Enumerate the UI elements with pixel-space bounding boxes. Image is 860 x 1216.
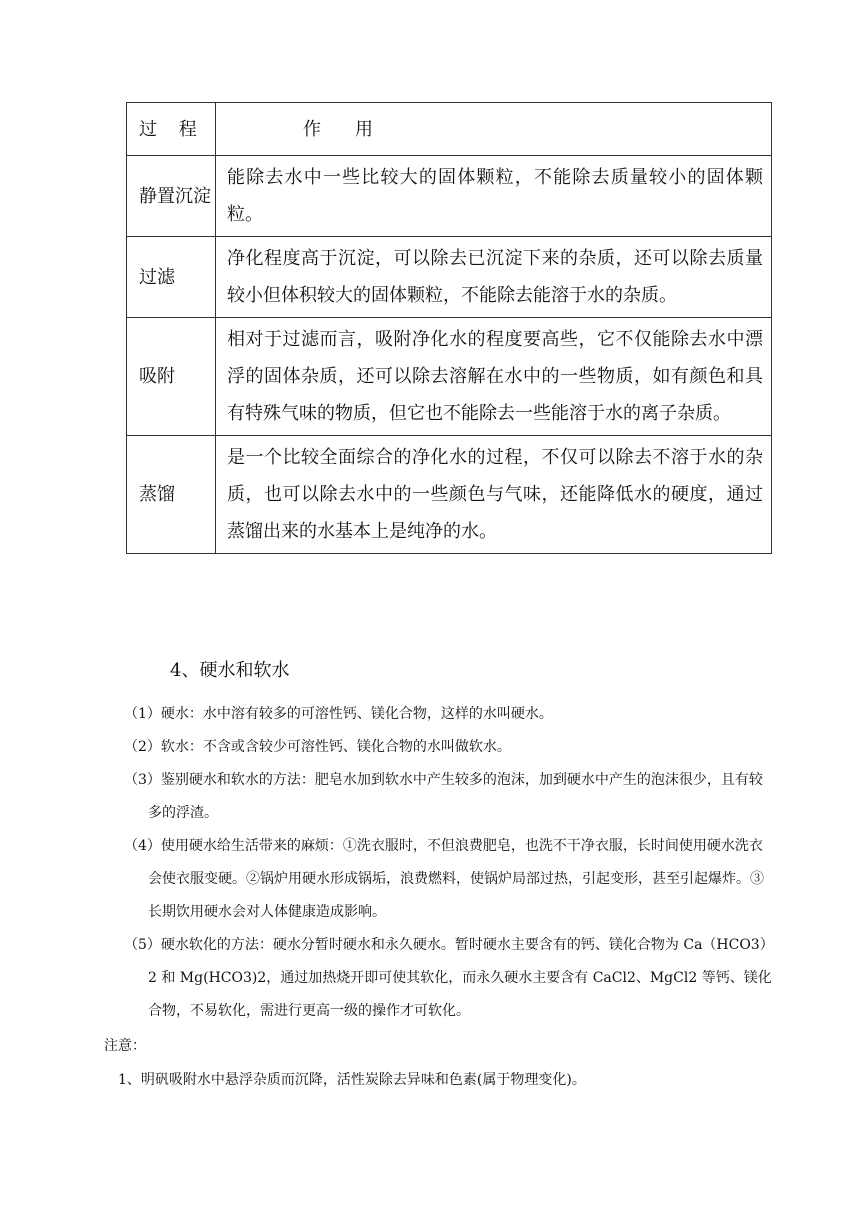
row-function: 是一个比较全面综合的净化水的过程，不仅可以除去不溶于水的杂质，也可以除去水中的一些颜色与气味，还能降低水的硬度，通过蒸馏出来的水基本上是纯净的水。: [216, 436, 772, 554]
row-process: 过滤: [127, 237, 216, 318]
table-row: [127, 318, 772, 436]
table-header-row: [127, 103, 772, 156]
row-process: 蒸馏: [127, 436, 216, 554]
note-label: 注意：: [104, 1038, 146, 1054]
list-item: （3）鉴别硬水和软水的方法：肥皂水加到软水中产生较多的泡沫，加到硬水中产生的泡沫很少，且有较多的浮渣。: [124, 772, 763, 821]
table-row: [127, 156, 772, 237]
table-row: [127, 237, 772, 318]
header-function: [216, 103, 772, 156]
table-row: [127, 436, 772, 554]
header-function-a: 作: [303, 118, 321, 140]
row-function: 净化程度高于沉淀，可以除去已沉淀下来的杂质，还可以除去质量较小但体积较大的固体颗粒，不能除去能溶于水的杂质。: [216, 237, 772, 318]
row-function: 相对于过滤而言，吸附净化水的程度要高些，它不仅能除去水中漂浮的固体杂质，还可以除去溶解在水中的一些物质，如有颜色和具有特殊气味的物质，但它也不能除去一些能溶于水的离子杂质。: [216, 318, 772, 436]
list-item: （4）使用硬水给生活带来的麻烦：①洗衣服时，不但浪费肥皂，也洗不干净衣服，长时间使用硬水洗衣会使衣服变硬。②锅炉用硬水形成锅垢，浪费燃料，使锅炉局部过热，引起变形，甚至引起爆炸。③长期饮用硬水会对人体健康造成影响。: [124, 838, 764, 920]
purification-table: [126, 102, 772, 554]
list-item: （2）软水：不含或含较少可溶性钙、镁化合物的水叫做软水。: [124, 739, 511, 755]
note-item: 1、明矾吸附水中悬浮杂质而沉降，活性炭除去异味和色素(属于物理变化)。: [118, 1072, 586, 1088]
row-process: 吸附: [127, 318, 216, 436]
row-process: 静置沉淀: [127, 156, 216, 237]
list-item: （1）硬水：水中溶有较多的可溶性钙、镁化合物，这样的水叫硬水。: [124, 706, 553, 722]
section-items: [124, 698, 774, 1028]
list-item: （5）硬水软化的方法：硬水分暂时硬水和永久硬水。暂时硬水主要含有的钙、镁化合物为 Ca（HCO3）2 和 Mg(HCO3)2，通过加热烧开即可使其软化，而永久硬水主要含有 CaCl2、MgCl2 等钙、镁化合物，不易软化，需进行更高一级的操作才可软化。: [124, 937, 774, 1019]
header-process: 过 程: [127, 103, 216, 156]
section-title: 4、硬水和软水: [170, 660, 290, 681]
header-function-b: 用: [355, 118, 373, 140]
row-function: 能除去水中一些比较大的固体颗粒，不能除去质量较小的固体颗粒。: [216, 156, 772, 237]
